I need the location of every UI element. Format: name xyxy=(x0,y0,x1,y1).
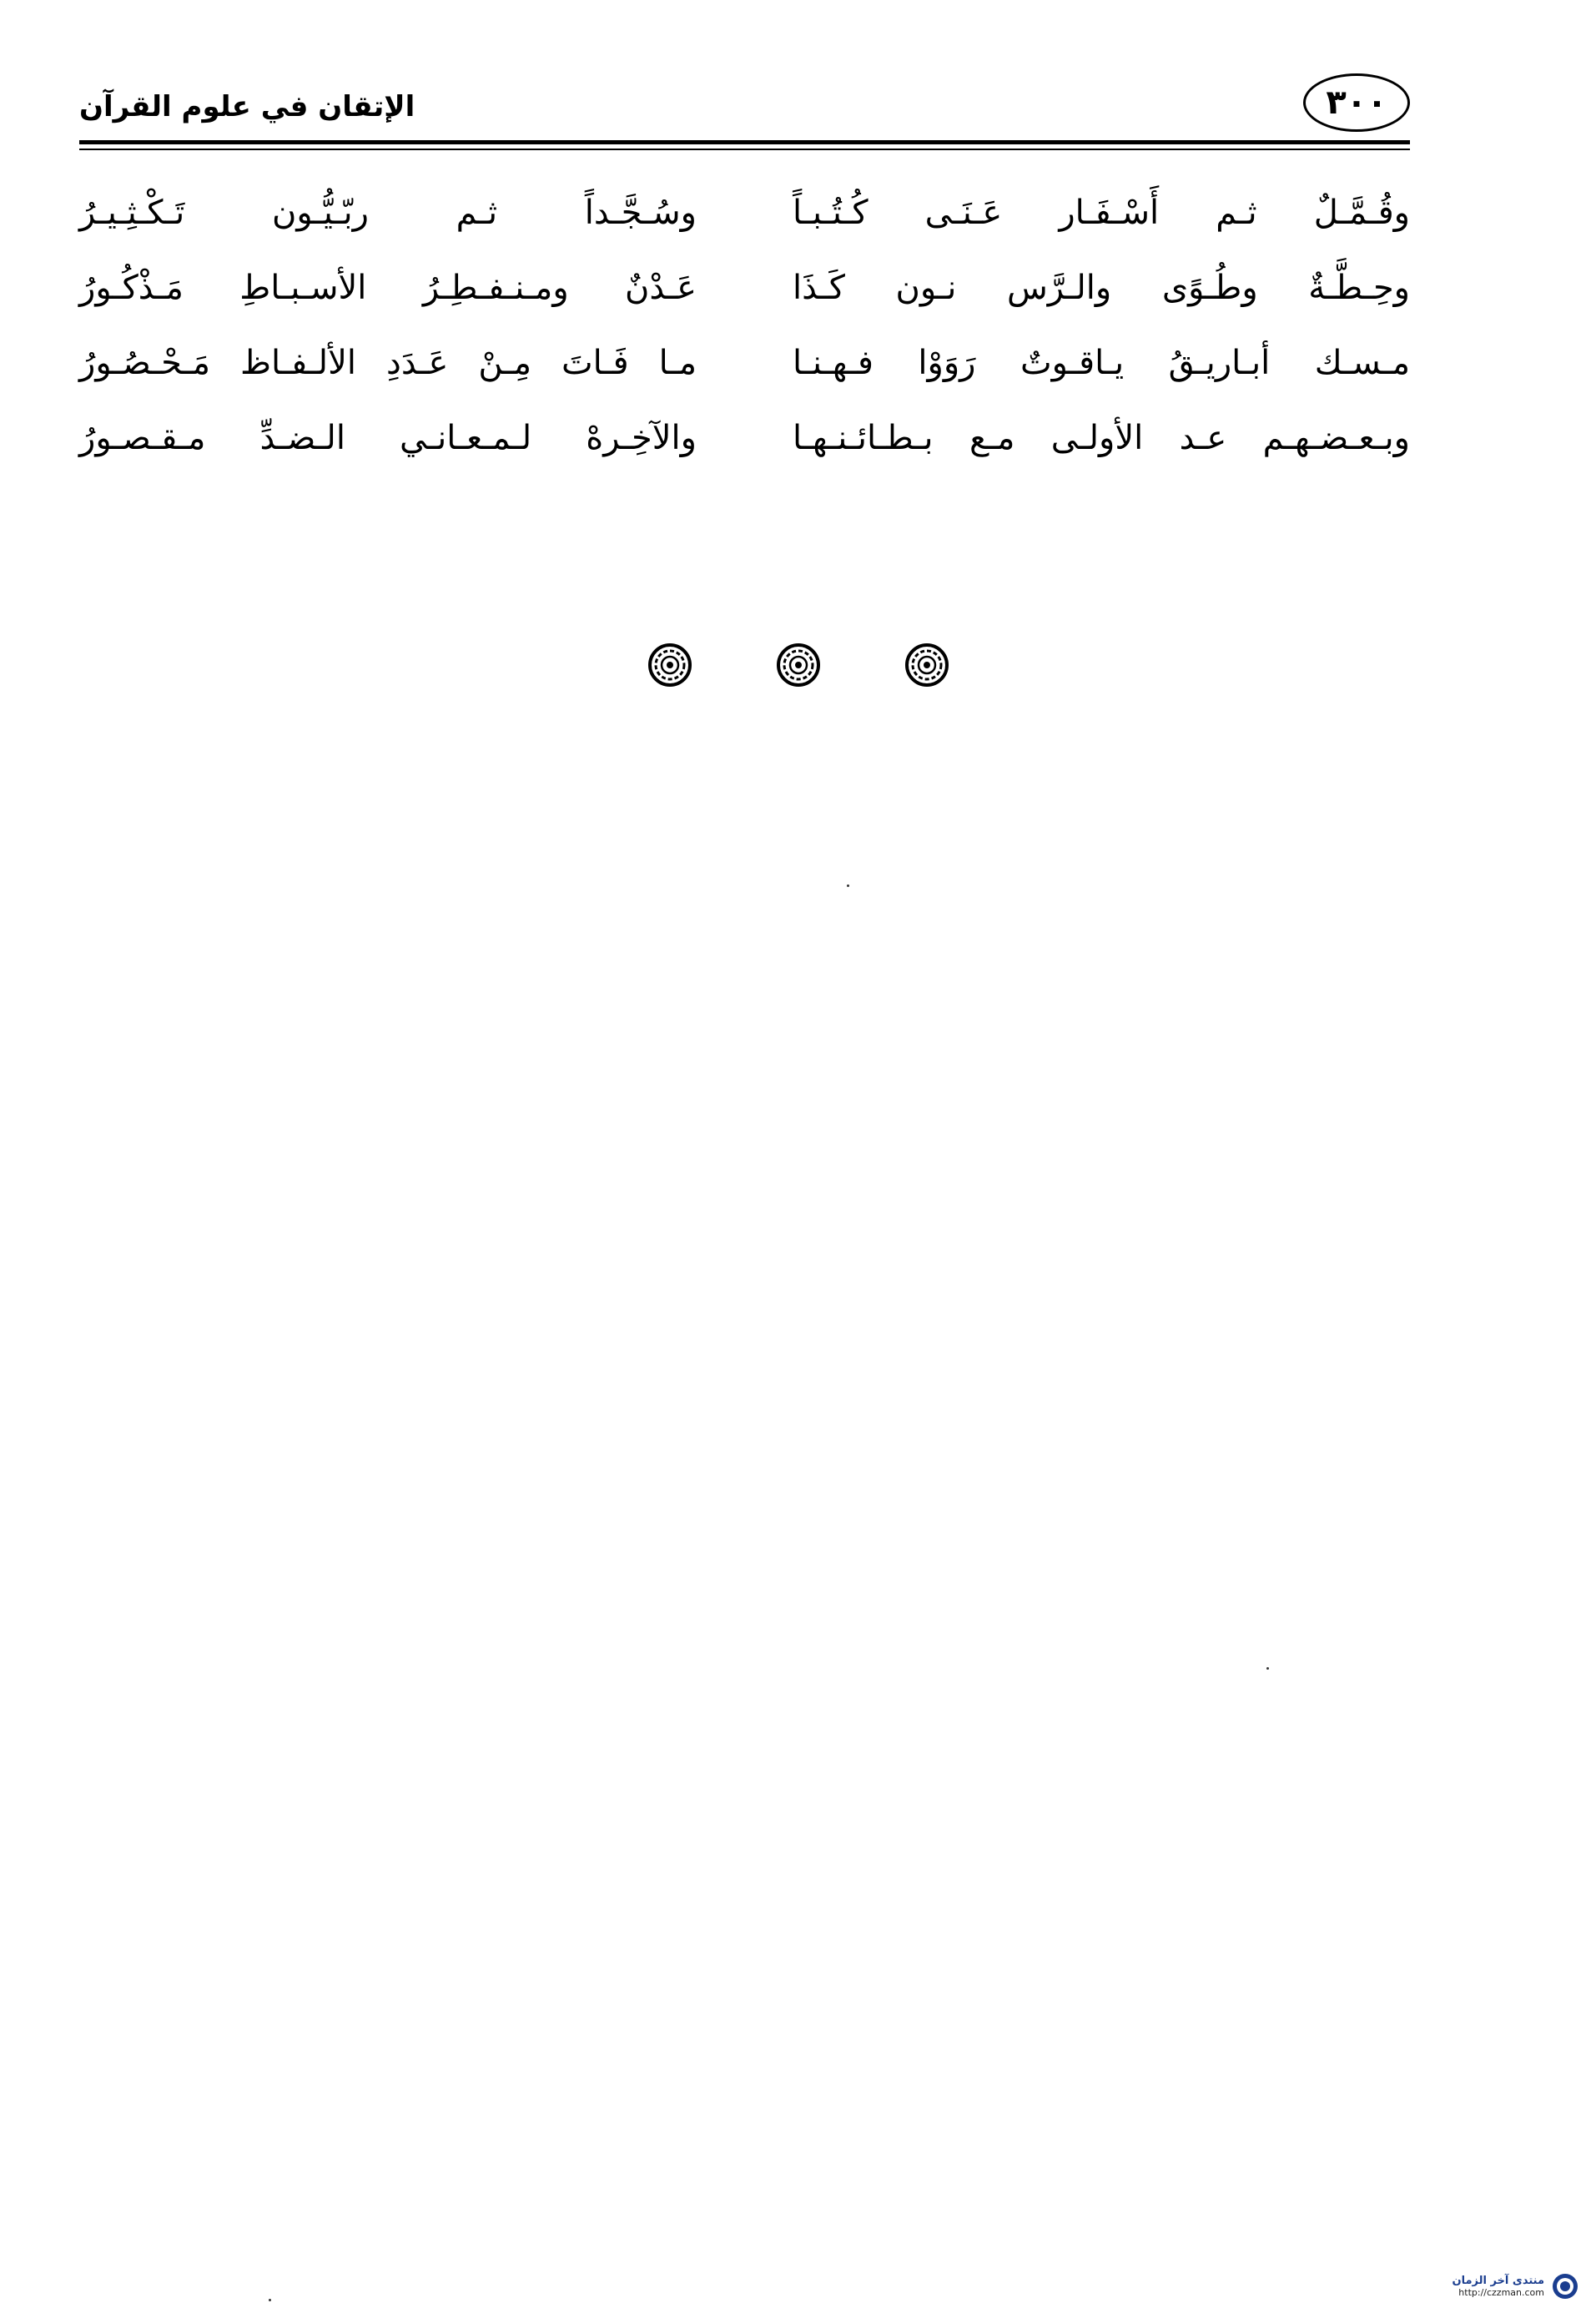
verse xyxy=(79,184,1410,259)
verse-first-hemistich: وبـعـضـهـم عـد الأولـى مـع بـطـائـنـهـا xyxy=(793,419,1410,457)
verse-second-hemistich: وسُـجَّـداً ثـم ربّـيُّـون تَـكْـثِـيـرُ xyxy=(79,194,697,232)
scan-speck xyxy=(1266,1667,1269,1670)
verse-first-hemistich: مـسـك أبـاريـقُ يـاقـوتٌ رَوَوْا فـهـنـا xyxy=(793,344,1410,382)
book-title: الإتقان في علوم القرآن xyxy=(79,90,415,123)
verse-second-hemistich: عَـدْنٌ ومـنـفـطِـرُ الأسـبـاطِ مَـذْكُـورُ xyxy=(79,269,697,307)
ornament-rosette-icon xyxy=(776,642,821,688)
watermark-text xyxy=(1453,2275,1545,2298)
watermark-url: http://czzman.com xyxy=(1458,2287,1544,2298)
page-number: ٣٠٠ xyxy=(1303,73,1410,132)
scan-speck xyxy=(847,884,849,887)
scan-speck xyxy=(269,2299,271,2301)
page-header xyxy=(79,73,1410,132)
forum-logo-icon xyxy=(1551,2272,1579,2300)
ornament-rosette-icon xyxy=(904,642,949,688)
verse xyxy=(79,409,1410,484)
section-end-ornaments xyxy=(0,642,1596,693)
verse-first-hemistich: وقُـمَّـلٌ ثـم أَسْـفَـار عَـنَـى كُـتُـبـاً xyxy=(793,194,1410,232)
verse xyxy=(79,334,1410,409)
ornament-rosette-icon xyxy=(647,642,692,688)
header-rule-thin xyxy=(79,149,1410,150)
watermark-name: منتدى آخر الزمان xyxy=(1452,2275,1544,2287)
verse-second-hemistich: مـا فَـاتَ مِـنْ عَـدَدِ الألـفـاظ مَـحْـصُـورُ xyxy=(79,344,697,382)
verse-first-hemistich: وحِـطَّـةٌ وطُـوًى والـرَّس نـون كَـذَا xyxy=(793,269,1410,307)
verse xyxy=(79,259,1410,334)
header-rule-thick xyxy=(79,140,1410,144)
forum-watermark xyxy=(1453,2272,1580,2300)
poem xyxy=(79,184,1410,484)
verse-second-hemistich: والآخِـرهْ لـمـعـانـي الـضـدِّ مـقـصـورُ xyxy=(79,419,697,457)
